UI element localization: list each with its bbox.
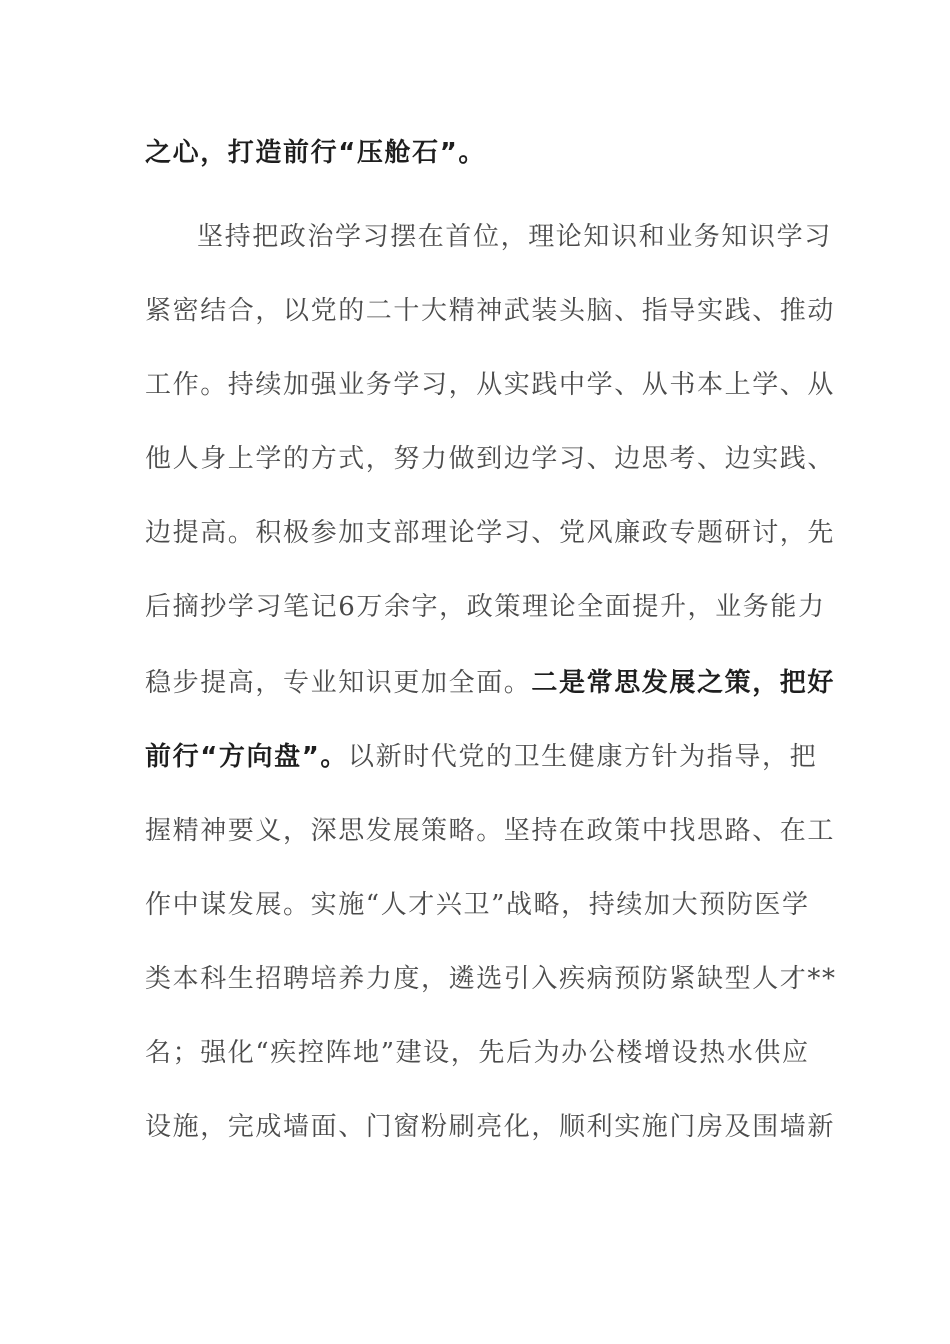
- body-text: 类本科生招聘培养力度，遴选引入疾病预防紧缺型人才**: [145, 964, 837, 994]
- body-text: 他人身上学的方式，努力做到边学习、边思考、边实践、: [145, 444, 836, 474]
- text-line: [145, 663, 845, 703]
- body-text: 后摘抄学习笔记6万余字，政策理论全面提升，业务能力: [145, 592, 826, 622]
- body-text: 边提高。积极参加支部理论学习、党风廉政专题研讨，先: [145, 518, 836, 548]
- text-line: [145, 885, 845, 925]
- text-line: [145, 513, 845, 553]
- body-text: 设施，完成墙面、门窗粉刷亮化，顺利实施门房及围墙新: [145, 1112, 836, 1142]
- body-text: 握精神要义，深思发展策略。坚持在政策中找思路、在工: [145, 816, 836, 846]
- text-line: [145, 133, 845, 173]
- body-text: 稳步提高，专业知识更加全面。: [145, 668, 532, 698]
- text-line: [145, 439, 845, 479]
- bold-heading-text: 之心，打造前行“压舱石”。: [145, 138, 486, 168]
- body-text: 以新时代党的卫生健康方针为指导，把: [347, 742, 818, 772]
- text-line: [145, 959, 845, 999]
- text-line: [145, 811, 845, 851]
- text-line: [145, 291, 845, 331]
- text-line: [145, 365, 845, 405]
- text-line: [145, 1033, 845, 1073]
- bold-heading-text: 前行“方向盘”。: [145, 742, 348, 772]
- text-line: [145, 587, 845, 627]
- text-line: [145, 737, 845, 777]
- body-text: 坚持把政治学习摆在首位，理论知识和业务知识学习: [197, 222, 832, 252]
- text-line: [145, 1107, 845, 1147]
- body-text: 工作。持续加强业务学习，从实践中学、从书本上学、从: [145, 370, 836, 400]
- body-text: 作中谋发展。实施“人才兴卫”战略，持续加大预防医学: [145, 890, 810, 920]
- text-line: [197, 217, 897, 257]
- body-text: 紧密结合，以党的二十大精神武装头脑、指导实践、推动: [145, 296, 836, 326]
- bold-heading-text: 二是常思发展之策，把好: [531, 668, 836, 698]
- body-text: 名；强化“疾控阵地”建设，先后为办公楼增设热水供应: [145, 1038, 810, 1068]
